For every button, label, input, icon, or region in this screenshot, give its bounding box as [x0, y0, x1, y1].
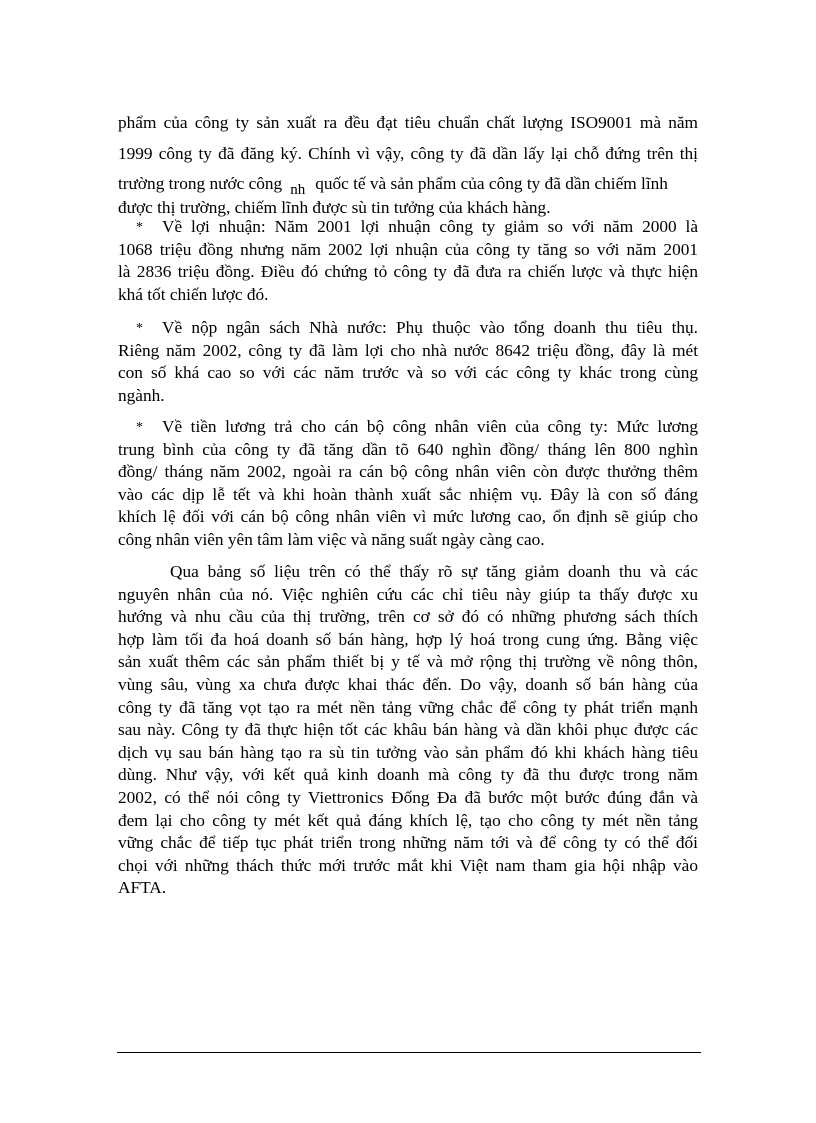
text-line: khá tốt chiến lược đó. [118, 284, 269, 304]
text-fragment: trường trong nước công [118, 174, 283, 194]
text-line: trung bình của công ty đã tăng dần tõ 640 nghìn đồng/ tháng lên 800 nghìn [118, 439, 698, 459]
text-line: dịch vụ sau bán hàng tạo ra sù tin tưởng vào sản phẩm đó khi khách hàng tiêu [118, 742, 698, 762]
text-line: ngành. [118, 385, 165, 405]
text-line: đem lại cho công ty mét kết quả đáng khích lệ, tạo cho công ty mét nền tảng [118, 810, 698, 830]
text-line: con số khá cao so với các năm trước và so với các công ty khác trong cùng [118, 363, 698, 383]
text-line [118, 416, 698, 439]
text-line: dùng. Như vậy, với kết quả kinh doanh mà công ty đã thu được trong năm [118, 765, 698, 785]
text-fragment: Về lợi nhuận: Năm 2001 lợi nhuận công ty giảm so với năm 2000 là [162, 217, 698, 236]
text-line [118, 216, 698, 239]
text-line: sản xuất thêm các sản phẩm thiết bị y tế và mở rộng thị trường về nông thôn, [118, 652, 698, 672]
text-line: sau này. Công ty đã thực hiện tốt các khâu bán hàng và dần khôi phục được các [118, 720, 698, 740]
text-line: phẩm của công ty sản xuất ra đều đạt tiêu chuẩn chất lượng ISO9001 mà năm [118, 113, 698, 132]
bullet-icon: * [136, 220, 143, 235]
subscript-fragment: nh [290, 182, 306, 199]
text-line: chọi với những thách thức mới trước mắt khi Việt nam tham gia hội nhập vào [118, 855, 698, 875]
text-line: vùng sâu, vùng xa chưa được khai thác đến. Do vậy, doanh số bán hàng của [118, 674, 698, 694]
text-line: 2002, có thể nói công ty Viettronics Đống Đa đã bước một bước đúng đắn và [118, 787, 698, 807]
text-fragment: Về nộp ngân sách Nhà nước: Phụ thuộc vào tổng doanh thu tiêu thụ. [162, 318, 698, 337]
text-line: vào các dịp lễ tết và khi hoàn thành xuất sắc nhiệm vụ. Đây là con số đáng [118, 484, 698, 504]
text-line [118, 317, 698, 340]
text-fragment: quốc tế và sản phẩm của công ty đã dần chiếm lĩnh [315, 174, 668, 194]
text-line: công ty đã tăng vọt tạo ra mét nền tảng vững chắc để công ty phát triển mạnh [118, 697, 698, 717]
text-line: AFTA. [118, 878, 167, 898]
text-line [118, 561, 698, 584]
text-line: là 2836 triệu đồng. Điều đó chứng tỏ công ty đã đưa ra chiến lược và thực hiện [118, 262, 698, 282]
bullet-item-budget [118, 317, 698, 407]
text-line: hướng và nhu cầu của thị trường, trên cơ sở đó có những phương sách thích [118, 607, 698, 627]
text-line: khích lệ đối với cán bộ công nhân viên vì mức lương cao, ổn định sẽ giúp cho [118, 507, 698, 527]
text-line [118, 173, 698, 197]
text-line: 1068 triệu đồng nhưng năm 2002 lợi nhuận của công ty tăng so với năm 2001 [118, 239, 698, 259]
text-line: nguyên nhân của nó. Việc nghiên cứu các chỉ tiêu này giúp ta thấy được xu [118, 584, 698, 604]
text-line: 1999 công ty đã đăng ký. Chính vì vậy, công ty đã dần lấy lại chỗ đứng trên thị [118, 143, 698, 163]
text-line: đồng/ tháng năm 2002, ngoài ra cán bộ công nhân viên còn được thưởng thêm [118, 462, 698, 482]
bullet-item-salary [118, 416, 698, 552]
text-line: Riêng năm 2002, công ty đã làm lợi cho nhà nước 8642 triệu đồng, đây là mét [118, 340, 698, 360]
paragraph-conclusion [118, 561, 698, 900]
bullet-icon: * [136, 321, 143, 336]
text-line: vững chắc để tiếp tục phát triển trong những năm tới và để công ty có thể đối [118, 833, 698, 853]
paragraph-continuation [118, 112, 698, 219]
text-line: được thị trường, chiếm lĩnh được sù tin tưởng của khách hàng. [118, 197, 551, 217]
text-fragment: Qua bảng số liệu trên có thể thấy rõ sự tăng giảm doanh thu và các [170, 562, 698, 581]
bullet-item-profit [118, 216, 698, 306]
text-line: hợp làm tối đa hoá doanh số bán hàng, hợp lý hoá trong cung ứng. Bằng việc [118, 629, 698, 649]
text-fragment: Về tiền lương trả cho cán bộ công nhân viên của công ty: Mức lương [162, 417, 698, 436]
text-line: công nhân viên yên tâm làm việc và năng suất ngày càng cao. [118, 529, 545, 549]
bullet-icon: * [136, 420, 143, 435]
footer-divider [117, 1052, 701, 1053]
